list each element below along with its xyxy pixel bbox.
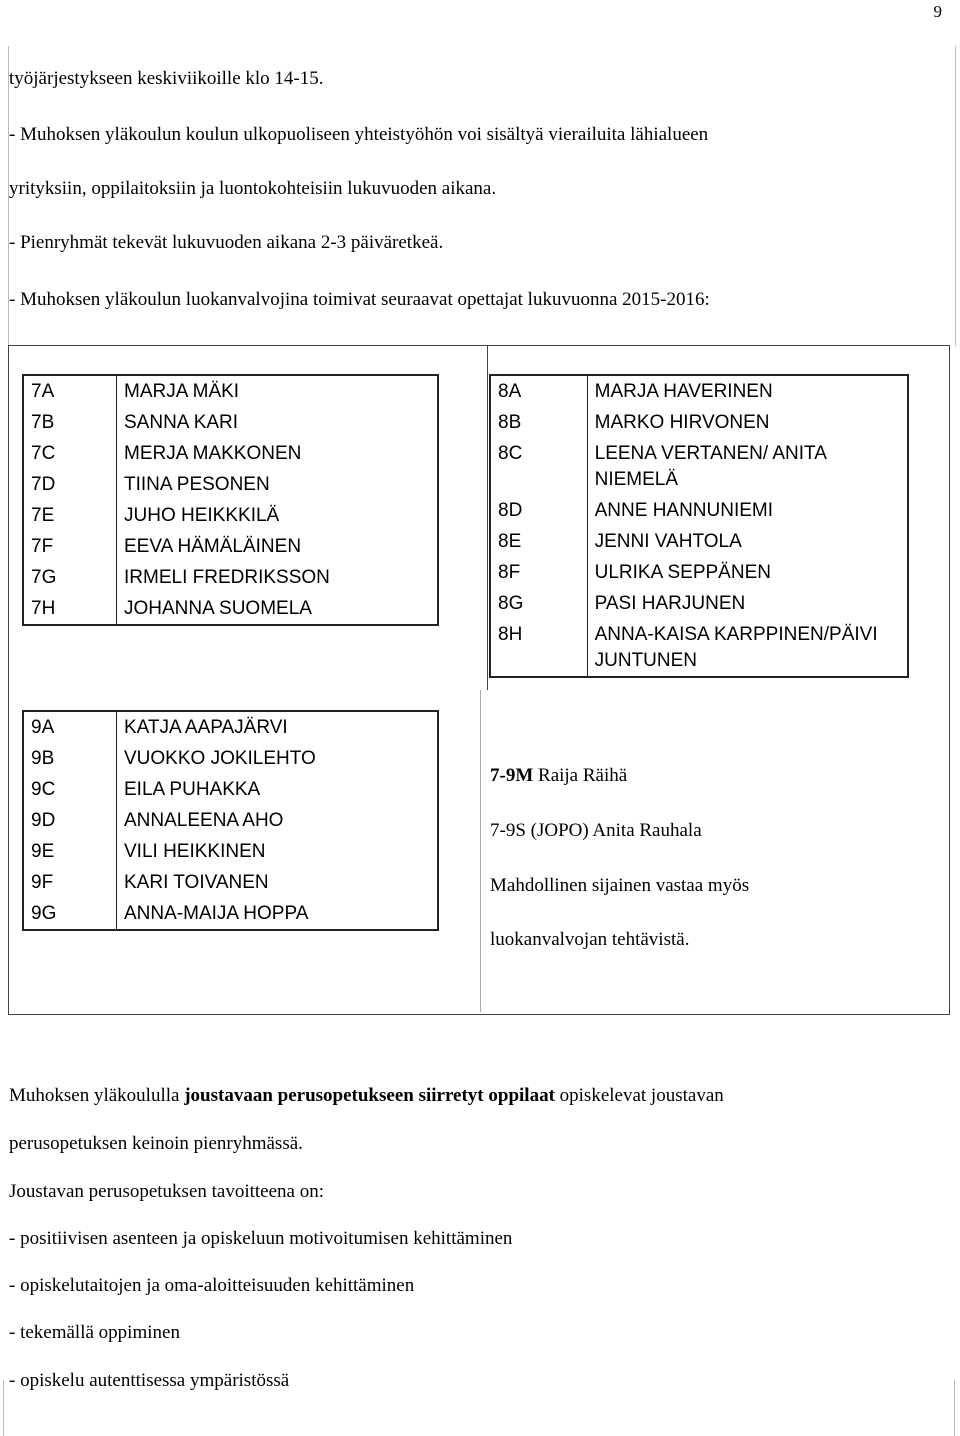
bold-text-span: joustavaan perusopetukseen siirretyt oppilaat <box>184 1085 555 1106</box>
class-code: 9D <box>23 805 117 836</box>
table-row <box>23 805 438 836</box>
table-row <box>23 774 438 805</box>
intro-line: - Muhoksen yläkoulun luokanvalvojina toimivat seuraavat opettajat lukuvuonna 2015-2016: <box>9 289 710 310</box>
class-code: 7C <box>23 438 117 469</box>
goal-item: - opiskelu autenttisessa ympäristössä <box>9 1370 290 1391</box>
class-code: 9E <box>23 836 117 867</box>
column-divider <box>480 690 481 1012</box>
teacher-name: EILA PUHAKKA <box>124 779 261 800</box>
grade7-table <box>22 374 439 626</box>
teacher-name: VUOKKO JOKILEHTO <box>124 748 316 769</box>
teacher-name: MARJA HAVERINEN <box>594 381 773 402</box>
teacher-name: KATJA AAPAJÄRVI <box>124 717 288 738</box>
special-class-s <box>490 820 702 842</box>
table-row <box>23 469 438 500</box>
table-row <box>23 711 438 743</box>
substitute-note: luokanvalvojan tehtävistä. <box>490 929 690 950</box>
class-code: 9G <box>23 898 117 930</box>
table-row <box>490 407 908 438</box>
class-code: 8F <box>490 557 587 588</box>
goal-item: - opiskelutaitojen ja oma-aloitteisuuden kehittäminen <box>9 1275 415 1296</box>
teacher-name: LEENA VERTANEN/ ANITA NIEMELÄ <box>594 443 826 490</box>
table-row <box>490 375 908 407</box>
teacher-name: KARI TOIVANEN <box>124 872 269 893</box>
teacher-name: EEVA HÄMÄLÄINEN <box>124 536 302 557</box>
table-row <box>23 531 438 562</box>
class-code: 8H <box>490 619 587 677</box>
class-code: 8C <box>490 438 587 495</box>
table-row <box>490 557 908 588</box>
teacher-name: TIINA PESONEN <box>124 474 270 495</box>
intro-line: - Pienryhmät tekevät lukuvuoden aikana 2-3 päiväretkeä. <box>9 232 444 253</box>
class-code: 9F <box>23 867 117 898</box>
class-code: 9A <box>23 711 117 743</box>
teacher-name: ANNALEENA AHO <box>124 810 284 831</box>
class-code: 7F <box>23 531 117 562</box>
class-code: 8D <box>490 495 587 526</box>
table-row <box>490 588 908 619</box>
table-row <box>490 495 908 526</box>
table-row <box>23 438 438 469</box>
class-code: 9B <box>23 743 117 774</box>
teacher-name: ULRIKA SEPPÄNEN <box>594 562 771 583</box>
special-class-code: 7-9S <box>490 820 526 841</box>
goals-heading: Joustavan perusopetuksen tavoitteena on: <box>9 1181 325 1202</box>
paragraph-line: perusopetuksen keinoin pienryhmässä. <box>9 1133 303 1154</box>
page-frame <box>3 1380 955 1436</box>
column-divider <box>487 345 488 690</box>
teacher-name: PASI HARJUNEN <box>594 593 746 614</box>
table-row <box>23 500 438 531</box>
class-code: 8E <box>490 526 587 557</box>
teacher-name: MERJA MAKKONEN <box>124 443 302 464</box>
table-row <box>23 593 438 625</box>
class-code: 9C <box>23 774 117 805</box>
class-code: 7H <box>23 593 117 625</box>
special-class-teacher: Raija Räihä <box>538 765 628 786</box>
class-code: 8A <box>490 375 587 407</box>
table-row <box>23 407 438 438</box>
teacher-name: MARJA MÄKI <box>124 381 240 402</box>
teacher-name: JENNI VAHTOLA <box>594 531 742 552</box>
class-code: 8G <box>490 588 587 619</box>
table-row <box>23 743 438 774</box>
goal-item: - positiivisen asenteen ja opiskeluun motivoitumisen kehittäminen <box>9 1228 513 1249</box>
teacher-name: ANNA-MAIJA HOPPA <box>124 903 309 924</box>
flexible-education-paragraph <box>9 1085 724 1107</box>
table-row <box>23 375 438 407</box>
page-number: 9 <box>933 2 942 21</box>
table-row <box>23 836 438 867</box>
text-span: Muhoksen yläkoululla <box>9 1085 185 1106</box>
teacher-name: JUHO HEIKKKILÄ <box>124 505 280 526</box>
teacher-name: MARKO HIRVONEN <box>594 412 770 433</box>
class-code: 7E <box>23 500 117 531</box>
class-code: 8B <box>490 407 587 438</box>
special-class-code: 7-9M <box>490 765 534 786</box>
intro-line: - Muhoksen yläkoulun koulun ulkopuoliseen yhteistyöhön voi sisältyä vierailuita lähialueen <box>9 124 709 145</box>
substitute-note: Mahdollinen sijainen vastaa myös <box>490 875 750 896</box>
table-row <box>490 526 908 557</box>
teacher-name: ANNE HANNUNIEMI <box>594 500 774 521</box>
special-class-teacher: (JOPO) Anita Rauhala <box>530 820 702 841</box>
special-class-m <box>490 765 627 787</box>
grade8-table <box>489 374 909 678</box>
table-row <box>490 619 908 677</box>
teacher-name: SANNA KARI <box>124 412 239 433</box>
teacher-name: VILI HEIKKINEN <box>124 841 266 862</box>
teacher-name: ANNA-KAISA KARPPINEN/PÄIVI JUNTUNEN <box>594 624 878 671</box>
teacher-name: IRMELI FREDRIKSSON <box>124 567 330 588</box>
text-span: opiskelevat joustavan <box>554 1085 724 1106</box>
table-row <box>23 898 438 930</box>
goal-item: - tekemällä oppiminen <box>9 1322 180 1343</box>
class-code: 7A <box>23 375 117 407</box>
class-code: 7D <box>23 469 117 500</box>
class-code: 7B <box>23 407 117 438</box>
table-row <box>23 867 438 898</box>
table-row <box>23 562 438 593</box>
intro-line: työjärjestykseen keskiviikoille klo 14-15. <box>9 68 324 89</box>
grade9-table <box>22 710 439 931</box>
teacher-name: JOHANNA SUOMELA <box>124 598 312 619</box>
class-code: 7G <box>23 562 117 593</box>
intro-line: yrityksiin, oppilaitoksiin ja luontokohteisiin lukuvuoden aikana. <box>9 178 497 199</box>
table-row <box>490 438 908 495</box>
